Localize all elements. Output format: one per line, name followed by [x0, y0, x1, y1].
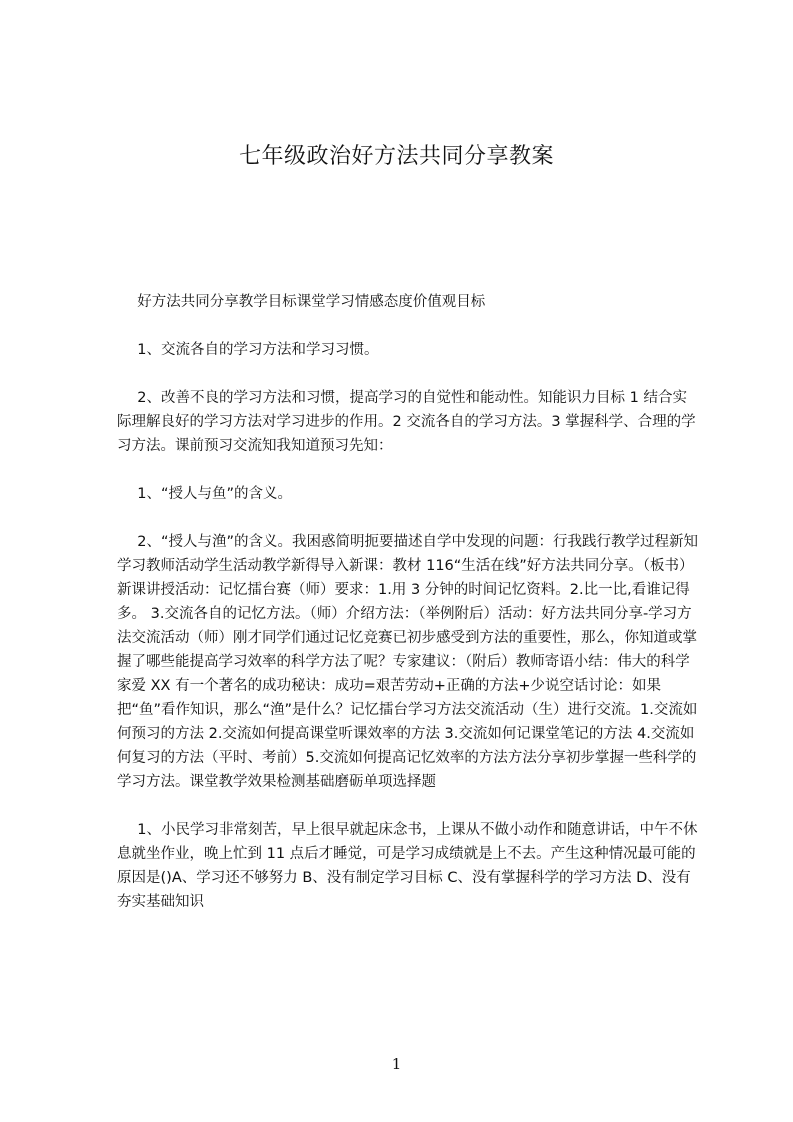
- document-title: 七年级政治好方法共同分享教案: [238, 144, 554, 169]
- paragraph-question-1: 1、小民学习非常刻苦，早上很早就起床念书，上课从不做小动作和随意讲话，中午不休息就坐作业，晚上忙到 11 点后才睡觉，可是学习成绩就是上不去。产生这种情况最可能的原因是()A、学习还不够努力 B、没有制定学习目标 C、没有掌握科学的学习方法 D、没有夯实基础知识: [117, 822, 698, 910]
- paragraph-item-2: 2、改善不良的学习方法和习惯，提高学习的自觉性和能动性。知能识力目标 1 结合实际理解良好的学习方法对学习进步的作用。2 交流各自的学习方法。3 掌握科学、合理的学习方法。课前预习交流知我知道预习先知：: [117, 390, 696, 454]
- paragraph-preview-2: 2、“授人与渔”的含义。我困惑简明扼要描述自学中发现的问题：行我践行教学过程新知学习教师活动学生活动教学新得导入新课：教材 116“生活在线”好方法共同分享。（板书）新课讲授活动：记忆擂台赛（师）要求：1.用 3 分钟的时间记忆资料。2.比一比,看谁记得多。 3.交流各自的记忆方法。（师）介绍方法：（举例附后）活动：好方法共同分享-学习方法交流活动（师）刚才同学们通过记忆竞赛已初步感受到方法的重要性，那么，你知道或掌握了哪些能提高学习效率的科学方法了呢？专家建议：（附后）教师寄语小结：伟大的科学家爱 XX 有一个著名的成功秘诀：成功=艰苦劳动+正确的方法+少说空话讨论：如果把“鱼”看作知识，那么“渔”是什么？记忆擂台学习方法交流活动（生）进行交流。1.交流如何预习的方法 2.交流如何提高课堂听课效率的方法 3.交流如何记课堂笔记的方法 4.交流如何复习的方法（平时、考前）5.交流如何提高记忆效率的方法方法分享初步掌握一些科学的学习方法。课堂教学效果检测基础磨砺单项选择题: [117, 534, 699, 790]
- page-number: 1: [391, 1055, 402, 1073]
- paragraph-item-1: 1、交流各自的学习方法和学习习惯。: [137, 342, 379, 358]
- document-body: [117, 290, 699, 938]
- paragraph-objectives-heading: 好方法共同分享教学目标课堂学习情感态度价值观目标: [137, 294, 486, 310]
- paragraph-preview-1: 1、“授人与鱼”的含义。: [137, 486, 293, 502]
